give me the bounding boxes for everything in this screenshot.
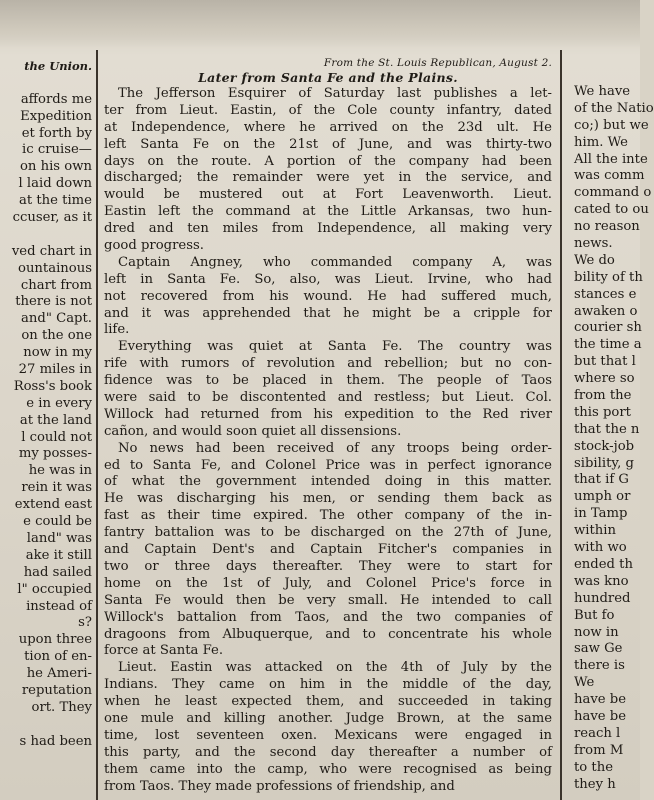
left-column-line: and" Capt. xyxy=(21,311,92,327)
right-column-line: We have xyxy=(574,84,631,99)
right-column-line: was kno xyxy=(574,573,629,589)
article-line: Captain Angney, who commanded company A, was xyxy=(118,254,552,270)
right-column-line: that if G xyxy=(574,472,629,488)
article-line: days on the route. A portion of the company had been xyxy=(104,153,552,169)
left-column-line: ved chart in xyxy=(11,243,92,259)
right-column-line: cated to ou xyxy=(574,202,649,218)
article-line: left in Santa Fe. So, also, was Lieut. Irvine, who had xyxy=(104,271,552,287)
left-column-line: chart from xyxy=(20,277,92,293)
article-column xyxy=(104,56,552,795)
left-column-line: had sailed xyxy=(23,564,92,580)
left-column-line: et forth by xyxy=(21,125,92,141)
article-line: and Captain Dent's and Captain Fitcher's companies in xyxy=(104,542,552,558)
right-column-line: with wo xyxy=(574,540,627,556)
left-column-line: Ross's book xyxy=(13,378,92,394)
left-column-line: my posses- xyxy=(18,446,92,462)
right-column-line: have be xyxy=(574,708,627,724)
right-column-line: but that l xyxy=(574,354,636,370)
left-column-line: s? xyxy=(78,615,92,631)
article-line: ed to Santa Fe, and Colonel Price was in perfect ignorance xyxy=(104,457,552,473)
left-column-line: he Ameri- xyxy=(26,666,92,682)
left-column-line: s had been xyxy=(19,733,92,749)
left-column-line: upon three xyxy=(18,632,92,648)
right-column-line: bility of th xyxy=(574,269,643,285)
right-column-line: him. We xyxy=(574,134,628,150)
left-column-line: rein it was xyxy=(21,480,92,496)
right-column-line: stock-job xyxy=(574,438,635,454)
page-fold-shadow xyxy=(0,0,640,48)
article-line: at Independence, where he arrived on the 23d ult. He xyxy=(104,119,552,135)
right-column-line: to the xyxy=(574,759,614,775)
right-column-line: no reason xyxy=(574,219,640,235)
left-column-line: there is not xyxy=(15,294,92,310)
right-column-line: hundred xyxy=(574,590,631,606)
article-line: Willock had returned from his expedition to the Red river xyxy=(104,406,552,422)
left-column-line: ountainous xyxy=(18,260,92,276)
right-column-line: have be xyxy=(574,692,627,708)
article-line: of what the government intended doing in this matter. xyxy=(104,474,552,490)
right-column-line: within xyxy=(574,523,617,539)
article-paragraph xyxy=(104,441,552,661)
right-column-line: All the inte xyxy=(574,151,648,167)
left-column-header: the Union. xyxy=(24,59,92,73)
right-column xyxy=(574,84,654,793)
article-line: Indians. They came on him in the middle of the day, xyxy=(104,677,552,693)
right-column-line: stances e xyxy=(574,286,637,302)
left-column-line: extend east xyxy=(14,497,92,513)
article-line: two or three days thereafter. They were to start for xyxy=(104,558,552,574)
article-line: He was discharging his men, or sending them back as xyxy=(104,491,552,507)
article-line: Santa Fe would then be very small. He intended to call xyxy=(104,592,552,608)
article-line: Willock's battalion from Taos, and the two companies of xyxy=(104,609,552,625)
article-line: were said to be discontented and restless; but Lieut. Col. xyxy=(104,390,552,406)
article-dateline: From the St. Louis Republican, August 2. xyxy=(323,57,552,69)
left-column-line: tion of en- xyxy=(24,649,92,665)
article-line: Everything was quiet at Santa Fe. The country was xyxy=(118,339,552,355)
left-column-line: ake it still xyxy=(25,547,92,563)
article-body xyxy=(104,86,552,795)
right-column-line: sibility, g xyxy=(574,455,634,471)
article-line: left Santa Fe on the 21st of June, and was thirty-two xyxy=(104,136,552,152)
right-column-line: We xyxy=(574,675,595,691)
left-column-line: e could be xyxy=(23,514,92,530)
right-column-line: courier sh xyxy=(574,320,642,336)
article-paragraph xyxy=(104,255,552,339)
article-line: home on the 1st of July, and Colonel Price's force in xyxy=(104,575,552,591)
right-column-line: where so xyxy=(574,371,635,387)
left-column-line xyxy=(0,75,92,92)
right-column-line: We do xyxy=(574,252,615,268)
right-column-line: ended th xyxy=(574,556,633,572)
left-column-line: on his own xyxy=(19,159,92,175)
column-rule-left xyxy=(96,50,98,800)
left-column-line: affords me xyxy=(20,91,92,107)
article-line: Lieut. Eastin was attacked on the 4th of July by the xyxy=(118,660,552,676)
article-line: ter from Lieut. Eastin, of the Cole county infantry, dated xyxy=(104,102,552,118)
article-line: not recovered from his wound. He had suffered much, xyxy=(104,288,552,304)
article-line: fast as their time expired. The other company of the in- xyxy=(104,508,552,524)
left-column-line: ccuser, as it xyxy=(12,210,92,226)
right-column-line: But fo xyxy=(574,607,615,623)
left-column-line: land" was xyxy=(26,530,92,546)
right-column-line: from the xyxy=(574,388,632,404)
article-line: this party, and the second day thereafter a number of xyxy=(104,744,552,760)
article-line: rife with rumors of revolution and rebellion; but no con- xyxy=(104,356,552,372)
left-column-line: at the land xyxy=(19,412,92,428)
left-column-line: e in every xyxy=(26,395,92,411)
article-line: one mule and killing another. Judge Brown, at the same xyxy=(104,710,552,726)
article-line: dred and ten miles from Independence, all making very xyxy=(104,221,552,237)
right-column-line: was comm xyxy=(574,168,645,184)
right-column-line: the time a xyxy=(574,337,642,353)
right-column-line: now in xyxy=(574,624,619,640)
left-column-line xyxy=(0,717,92,734)
left-column-line: at the time xyxy=(19,193,92,209)
article-line: them came into the camp, who were recognised as being xyxy=(104,761,552,777)
article-line: time, lost seventeen oxen. Mexicans were engaged in xyxy=(104,727,552,743)
left-column-line: ic cruise— xyxy=(22,142,92,158)
left-column-line: 27 miles in xyxy=(18,362,92,378)
left-column-line: on the one xyxy=(21,328,92,344)
left-column-line: l laid down xyxy=(18,176,92,192)
left-column-line: now in my xyxy=(23,345,92,361)
right-column-line: umph or xyxy=(574,489,631,505)
article-line: discharged; the remainder were yet in the service, and xyxy=(104,170,552,186)
article-headline: Later from Santa Fe and the Plains. xyxy=(198,70,458,85)
article-line: fidence was to be placed in them. The people of Taos xyxy=(104,373,552,389)
article-paragraph xyxy=(104,339,552,440)
left-column-line: instead of xyxy=(26,598,92,614)
article-line: fantry battalion was to be discharged on the 27th of June, xyxy=(104,525,552,541)
left-column xyxy=(0,58,92,751)
right-column-line: awaken o xyxy=(574,303,638,319)
article-line: from Taos. They made professions of friendship, and xyxy=(104,778,455,794)
right-column-line: this port xyxy=(574,404,631,420)
article-line: good progress. xyxy=(104,238,204,254)
article-paragraph xyxy=(104,660,552,795)
right-column-line: reach l xyxy=(574,725,621,741)
left-column-line: Expedition xyxy=(20,108,92,124)
article-line: and it was apprehended that he might be a cripple for xyxy=(104,305,552,321)
right-column-line: of the Natio xyxy=(574,100,654,116)
right-column-line: they h xyxy=(574,776,616,792)
article-line: would be mustered out at Fort Leavenworth. Lieut. xyxy=(104,187,552,203)
left-column-line: he was in xyxy=(28,463,92,479)
left-column-line: ort. They xyxy=(31,699,92,715)
left-column-line: reputation xyxy=(21,682,92,698)
right-column-line: that the n xyxy=(574,421,640,437)
left-column-line: l" occupied xyxy=(17,581,92,597)
article-line: cañon, and would soon quiet all dissensions. xyxy=(104,423,402,439)
article-line: force at Santa Fe. xyxy=(104,643,224,659)
right-column-line: co;) but we xyxy=(574,117,649,133)
right-column-line: in Tamp xyxy=(574,506,628,522)
left-column-line: l could not xyxy=(21,429,92,445)
right-column-line: there is xyxy=(574,658,625,674)
article-line: when he least expected them, and succeeded in taking xyxy=(104,694,552,710)
left-column-line xyxy=(0,227,92,244)
article-line: No news had been received of any troops being order- xyxy=(118,440,552,456)
article-line: The Jefferson Esquirer of Saturday last publishes a let- xyxy=(118,86,552,101)
right-column-line: command o xyxy=(574,185,652,201)
article-paragraph xyxy=(104,86,552,255)
article-line: Eastin left the command at the Little Arkansas, two hun- xyxy=(104,204,552,220)
right-column-line: saw Ge xyxy=(574,641,623,657)
column-rule-right xyxy=(560,50,562,800)
article-line: life. xyxy=(104,322,130,338)
right-column-line: from M xyxy=(574,742,624,758)
left-column-text xyxy=(0,75,92,751)
right-column-line: news. xyxy=(574,236,613,252)
right-column-text xyxy=(574,84,654,793)
article-line: dragoons from Albuquerque, and to concentrate his whole xyxy=(104,626,552,642)
